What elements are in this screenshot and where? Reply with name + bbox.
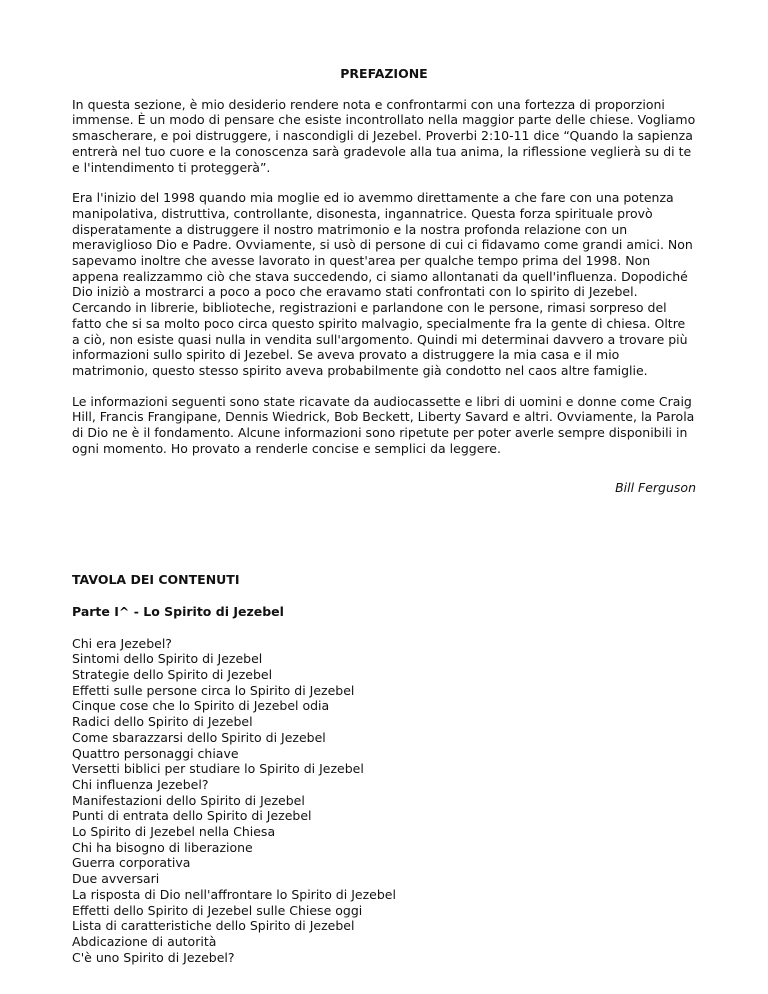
toc-item: Guerra corporativa bbox=[72, 855, 191, 871]
toc-item: Due avversari bbox=[72, 871, 160, 887]
toc-item: C'è uno Spirito di Jezebel? bbox=[72, 949, 235, 965]
toc-item: Punti di entrata dello Spirito di Jezebel bbox=[72, 808, 312, 824]
author-signature: Bill Ferguson bbox=[615, 480, 696, 496]
toc-item: Lista di caratteristiche dello Spirito di Jezebel bbox=[72, 918, 355, 934]
toc-item: Come sbarazzarsi dello Spirito di Jezebel bbox=[72, 729, 326, 745]
toc-item: Chi era Jezebel? bbox=[72, 635, 172, 651]
toc-part-heading: Parte I^ - Lo Spirito di Jezebel bbox=[72, 603, 284, 619]
toc-item: Sintomi dello Spirito di Jezebel bbox=[72, 651, 263, 667]
toc-list bbox=[72, 636, 696, 966]
toc-item: Lo Spirito di Jezebel nella Chiesa bbox=[72, 824, 276, 840]
toc-item: Chi ha bisogno di liberazione bbox=[72, 839, 253, 855]
toc-item: Chi influenza Jezebel? bbox=[72, 776, 209, 792]
toc-item: Cinque cose che lo Spirito di Jezebel odia bbox=[72, 698, 330, 714]
preface-paragraph-3: Le informazioni seguenti sono state ricavate da audiocassette e libri di uomini e donne come Craig Hill, Francis Frangipane, Dennis Wiedrick, Bob Beckett, Liberty Savard e altri. Ovviamente, la Parola di Dio ne è il fondamento. Alcune informazioni sono ripetute per poter averle sempre disponibili in ogni momento. Ho provato a renderle concise e semplici da leggere. bbox=[72, 393, 695, 456]
toc-item: Effetti dello Spirito di Jezebel sulle Chiese oggi bbox=[72, 902, 363, 918]
toc-item: Strategie dello Spirito di Jezebel bbox=[72, 666, 273, 682]
preface-title: PREFAZIONE bbox=[340, 66, 428, 81]
preface-paragraph-2: Era l'inizio del 1998 quando mia moglie ed io avemmo direttamente a che fare con una potenza manipolativa, distruttiva, controllante, disonesta, ingannatrice. Questa forza spirituale provò disperatamente a distruggere il nostro matrimonio e la nostra profonda relazione con un meraviglioso Dio e Padre. Ovviamente, si usò di persone di cui ci fidavamo come grandi amici. Non sapevamo inoltre che avesse lavorato in quest'area per qualche tempo prima del 1998. Non appena realizzammo ciò che stava succedendo, ci siamo allontanati da quell'influenza. Dopodiché Dio iniziò a mostrarci a poco a poco che eravamo stati confrontati con lo spirito di Jezebel. Cercando in librerie, biblioteche, registrazioni e parlandone con le persone, rimasi sorpreso del fatto che si sa molto poco circa questo spirito malvagio, specialmente fra la gente di chiesa. Oltre a ciò, non esiste quasi nulla in vendita sull'argomento. Quindi mi determinai davvero a trovare più informazioni sullo spirito di Jezebel. Se aveva provato a distruggere la mia casa e il mio matrimonio, questo stesso spirito aveva probabilmente già condotto nel caos altre famiglie. bbox=[72, 190, 693, 378]
toc-item: Effetti sulle persone circa lo Spirito di Jezebel bbox=[72, 682, 355, 698]
toc-item: Radici dello Spirito di Jezebel bbox=[72, 714, 253, 730]
preface-paragraph-1: In questa sezione, è mio desiderio rendere nota e confrontarmi con una fortezza di proporzioni immense. È un modo di pensare che esiste incontrollato nella maggior parte delle chiese. Vogliamo smascherare, e poi distruggere, i nascondigli di Jezebel. Proverbi 2:10-11 dice “Quando la sapienza entrerà nel tuo cuore e la conoscenza sarà gradevole alla tua anima, la riflessione veglierà su di te e l'intendimento ti proteggerà”. bbox=[72, 96, 696, 175]
toc-item: Versetti biblici per studiare lo Spirito di Jezebel bbox=[72, 761, 364, 777]
toc-item: Manifestazioni dello Spirito di Jezebel bbox=[72, 792, 305, 808]
toc-heading: TAVOLA DEI CONTENUTI bbox=[72, 572, 240, 588]
toc-item: Abdicazione di autorità bbox=[72, 933, 217, 949]
toc-item: La risposta di Dio nell'affrontare lo Spirito di Jezebel bbox=[72, 886, 396, 902]
toc-item: Quattro personaggi chiave bbox=[72, 745, 239, 761]
